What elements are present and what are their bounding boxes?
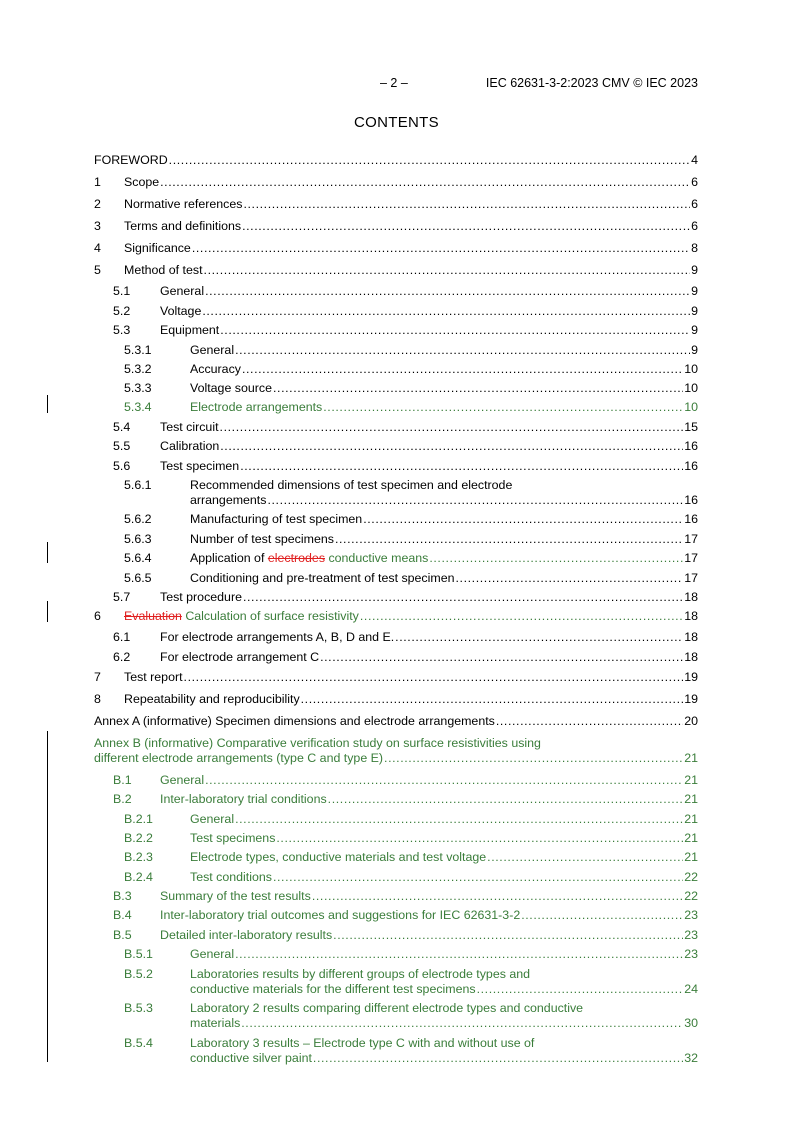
- toc-entry-title: Annex A (informative) Specimen dimensions and electrode arrangements: [94, 714, 495, 728]
- dot-leader: [220, 439, 683, 453]
- toc-entry-number: B.3: [113, 889, 132, 903]
- toc-entry-title: Scope: [124, 175, 160, 189]
- dot-leader: [363, 512, 683, 526]
- toc-entry-title: Laboratory 3 results – Electrode type C with and without use of: [190, 1036, 535, 1050]
- toc-entry-number: 4: [94, 241, 101, 255]
- toc-entry-page: 6: [691, 197, 698, 211]
- toc-entry-title: conductive materials for the different test specimens: [190, 982, 476, 996]
- toc-entry-title: Accuracy: [190, 362, 241, 376]
- toc-entry-page: 10: [684, 362, 698, 376]
- deleted-text: electrodes: [267, 551, 326, 565]
- dot-leader: [243, 590, 683, 604]
- toc-entry-number: B.5.4: [124, 1036, 153, 1050]
- dot-leader: [360, 609, 683, 623]
- toc-entry-title: Inter-laboratory trial conditions: [160, 792, 327, 806]
- toc-entry-title: FOREWORD: [94, 153, 168, 167]
- dot-leader: [205, 773, 683, 787]
- toc-entry-page: 9: [691, 284, 698, 298]
- toc-entry-number: B.5.3: [124, 1001, 153, 1015]
- toc-entry-title: General: [160, 284, 205, 298]
- toc-entry-page: 17: [684, 551, 698, 565]
- toc-entry-title: General: [190, 343, 235, 357]
- deleted-text: Evaluation: [124, 609, 182, 623]
- toc-entry-page: 32: [684, 1051, 698, 1065]
- toc-entry-number: B.2.3: [124, 850, 153, 864]
- toc-entry-page: 20: [684, 714, 698, 728]
- toc-entry-title: Manufacturing of test specimen: [190, 512, 363, 526]
- toc-entry-title: Test conditions: [190, 870, 272, 884]
- toc-entry-number: 1: [94, 175, 101, 189]
- toc-entry-number: 5.3.4: [124, 400, 152, 414]
- toc-entry-number: 5.6: [113, 459, 131, 473]
- toc-entry-page: 9: [691, 323, 698, 337]
- dot-leader: [384, 751, 683, 765]
- toc-entry-number: 6.1: [113, 630, 131, 644]
- toc-entry-page: 21: [684, 831, 698, 845]
- toc-entry-title: Test circuit: [160, 420, 219, 434]
- dot-leader: [328, 792, 684, 806]
- toc-entry-title: Method of test: [124, 263, 203, 277]
- toc-entry-title: Annex B (informative) Comparative verification study on surface resistivities using: [94, 736, 541, 750]
- toc-entry-page: 23: [684, 928, 698, 942]
- dot-leader: [267, 493, 683, 507]
- toc-entry-page: 4: [691, 153, 698, 167]
- toc-entry-number: 5.3.2: [124, 362, 152, 376]
- toc-entry-number: 2: [94, 197, 101, 211]
- dot-leader: [160, 175, 690, 189]
- toc-entry-number: 7: [94, 670, 101, 684]
- dot-leader: [395, 630, 683, 644]
- document-reference: IEC 62631-3-2:2023 CMV © IEC 2023: [485, 76, 698, 90]
- toc-entry-title: Test report: [124, 670, 183, 684]
- toc-entry-number: B.5.1: [124, 947, 153, 961]
- toc-entry-title: Electrode arrangements: [190, 400, 323, 414]
- toc-entry-title: Laboratories results by different groups of electrode types and: [190, 967, 531, 981]
- dot-leader: [242, 362, 683, 376]
- dot-leader: [220, 323, 690, 337]
- dot-leader: [320, 650, 683, 664]
- toc-entry-page: 6: [691, 175, 698, 189]
- toc-entry-number: B.2.2: [124, 831, 153, 845]
- dot-leader: [243, 197, 690, 211]
- toc-entry-page: 24: [684, 982, 698, 996]
- toc-entry-title: General: [190, 947, 235, 961]
- toc-entry-page: 9: [691, 263, 698, 277]
- toc-entry-page: 23: [684, 947, 698, 961]
- toc-entry-number: 6.2: [113, 650, 131, 664]
- toc-entry-page: 21: [684, 792, 698, 806]
- toc-entry-number: 5.6.3: [124, 532, 152, 546]
- toc-entry-page: 22: [684, 870, 698, 884]
- toc-entry-title: materials: [190, 1016, 241, 1030]
- toc-entry-number: B.5.2: [124, 967, 153, 981]
- dot-leader: [235, 947, 683, 961]
- dot-leader: [242, 219, 690, 233]
- dot-leader: [240, 459, 683, 473]
- toc-entry-page: 16: [684, 439, 698, 453]
- dot-leader: [455, 571, 683, 585]
- dot-leader: [313, 1051, 683, 1065]
- dot-leader: [241, 1016, 683, 1030]
- toc-entry-title: Inter-laboratory trial outcomes and suggestions for IEC 62631-3-2: [160, 908, 521, 922]
- toc-entry-title: Normative references: [124, 197, 243, 211]
- toc-entry-title: different electrode arrangements (type C and type E): [94, 751, 384, 765]
- toc-entry-title: General: [190, 812, 235, 826]
- toc-entry-page: 16: [684, 459, 698, 473]
- dot-leader: [202, 304, 690, 318]
- dot-leader: [333, 928, 683, 942]
- toc-entry-title: Conditioning and pre-treatment of test specimen: [190, 571, 455, 585]
- dot-leader: [496, 714, 683, 728]
- dot-leader: [184, 670, 684, 684]
- toc-entry-title: Test procedure: [160, 590, 242, 604]
- toc-entry-number: 5.6.5: [124, 571, 152, 585]
- toc-entry-title: Test specimen: [160, 459, 240, 473]
- toc-entry-number: 5.6.2: [124, 512, 152, 526]
- toc-entry-number: B.2.4: [124, 870, 153, 884]
- toc-entry-page: 18: [684, 630, 698, 644]
- toc-entry-page: 16: [684, 493, 698, 507]
- toc-entry-number: 5.7: [113, 590, 131, 604]
- toc-entry-title: Laboratory 2 results comparing different electrode types and conductive: [190, 1001, 584, 1015]
- dot-leader: [235, 812, 683, 826]
- toc-entry-page: 19: [684, 692, 698, 706]
- toc-entry-title: For electrode arrangements A, B, D and E.: [160, 630, 395, 644]
- toc-entry-number: B.4: [113, 908, 132, 922]
- toc-entry-number: 5: [94, 263, 101, 277]
- toc-entry-page: 18: [684, 609, 698, 623]
- toc-entry-number: B.2.1: [124, 812, 153, 826]
- dot-leader: [312, 889, 683, 903]
- toc-entry-page: 18: [684, 650, 698, 664]
- toc-entry-title: Voltage: [160, 304, 202, 318]
- toc-entry-page: 21: [684, 773, 698, 787]
- dot-leader: [477, 982, 684, 996]
- toc-entry-page: 21: [684, 812, 698, 826]
- inserted-text: conductive means: [325, 551, 429, 565]
- dot-leader: [487, 850, 683, 864]
- toc-entry-number: 5.5: [113, 439, 131, 453]
- dot-leader: [204, 263, 691, 277]
- dot-leader: [192, 241, 690, 255]
- toc-entry-title: Repeatability and reproducibility: [124, 692, 300, 706]
- toc-entry-page: 17: [684, 571, 698, 585]
- dot-leader: [301, 692, 684, 706]
- toc-entry-page: 6: [691, 219, 698, 233]
- toc-entry-page: 18: [684, 590, 698, 604]
- toc-entry-page: 23: [684, 908, 698, 922]
- dot-leader: [521, 908, 683, 922]
- toc-entry-title: General: [160, 773, 205, 787]
- toc-entry-page: 22: [684, 889, 698, 903]
- contents-title: CONTENTS: [354, 114, 439, 131]
- toc-entry-page: 10: [684, 381, 698, 395]
- toc-entry-page: 9: [691, 304, 698, 318]
- dot-leader: [220, 420, 684, 434]
- dot-leader: [335, 532, 683, 546]
- dot-leader: [169, 153, 690, 167]
- toc-entry-page: 9: [691, 343, 698, 357]
- toc-entry-page: 21: [684, 850, 698, 864]
- toc-entry-page: 16: [684, 512, 698, 526]
- toc-entry-page: 8: [691, 241, 698, 255]
- toc-entry-title: Summary of the test results: [160, 889, 311, 903]
- page-number: – 2 –: [380, 76, 408, 90]
- toc-entry-number: 6: [94, 609, 101, 623]
- toc-entry-page: 15: [684, 420, 698, 434]
- change-bar: [47, 601, 48, 622]
- toc-entry-title: Significance: [124, 241, 191, 255]
- toc-entry-number: 5.6.4: [124, 551, 152, 565]
- dot-leader: [205, 284, 690, 298]
- change-bar: [47, 731, 48, 1062]
- toc-entry-title: arrangements: [190, 493, 267, 507]
- toc-entry-title: Application of: [190, 551, 268, 565]
- toc-entry-page: 10: [684, 400, 698, 414]
- toc-entry-title: Electrode types, conductive materials and test voltage: [190, 850, 487, 864]
- dot-leader: [273, 381, 683, 395]
- page-header: [380, 76, 698, 90]
- toc-entry-title: conductive silver paint: [190, 1051, 312, 1065]
- toc-entry-number: B.2: [113, 792, 132, 806]
- toc-entry-number: 5.3: [113, 323, 131, 337]
- toc-entry-title: Test specimens: [190, 831, 276, 845]
- change-bar: [47, 542, 48, 563]
- toc-entry-title: Calibration: [160, 439, 220, 453]
- toc-entry-number: 8: [94, 692, 101, 706]
- toc-entry-title: For electrode arrangement C: [160, 650, 320, 664]
- toc-entry-title: Recommended dimensions of test specimen and electrode: [190, 478, 513, 492]
- toc-entry-number: 5.3.3: [124, 381, 152, 395]
- toc-entry-number: B.5: [113, 928, 132, 942]
- dot-leader: [276, 831, 683, 845]
- toc-entry-number: 3: [94, 219, 101, 233]
- toc-entry-page: 30: [684, 1016, 698, 1030]
- toc-entry-number: 5.1: [113, 284, 131, 298]
- change-bar: [47, 395, 48, 413]
- toc-entry-title: Voltage source: [190, 381, 272, 395]
- toc-entry-title: Detailed inter-laboratory results: [160, 928, 333, 942]
- toc-entry-title: Terms and definitions: [124, 219, 242, 233]
- toc-entry-title: Number of test specimens: [190, 532, 334, 546]
- dot-leader: [323, 400, 683, 414]
- dot-leader: [235, 343, 690, 357]
- dot-leader: [273, 870, 683, 884]
- toc-entry-number: 5.6.1: [124, 478, 152, 492]
- toc-entry-page: 19: [684, 670, 698, 684]
- toc-entry-number: 5.4: [113, 420, 131, 434]
- toc-entry-number: 5.3.1: [124, 343, 152, 357]
- inserted-text: Calculation of surface resistivity: [181, 609, 359, 623]
- toc-entry-title: Equipment: [160, 323, 220, 337]
- toc-entry-page: 21: [684, 751, 698, 765]
- dot-leader: [429, 551, 683, 565]
- toc-entry-number: B.1: [113, 773, 132, 787]
- toc-entry-number: 5.2: [113, 304, 131, 318]
- toc-entry-page: 17: [684, 532, 698, 546]
